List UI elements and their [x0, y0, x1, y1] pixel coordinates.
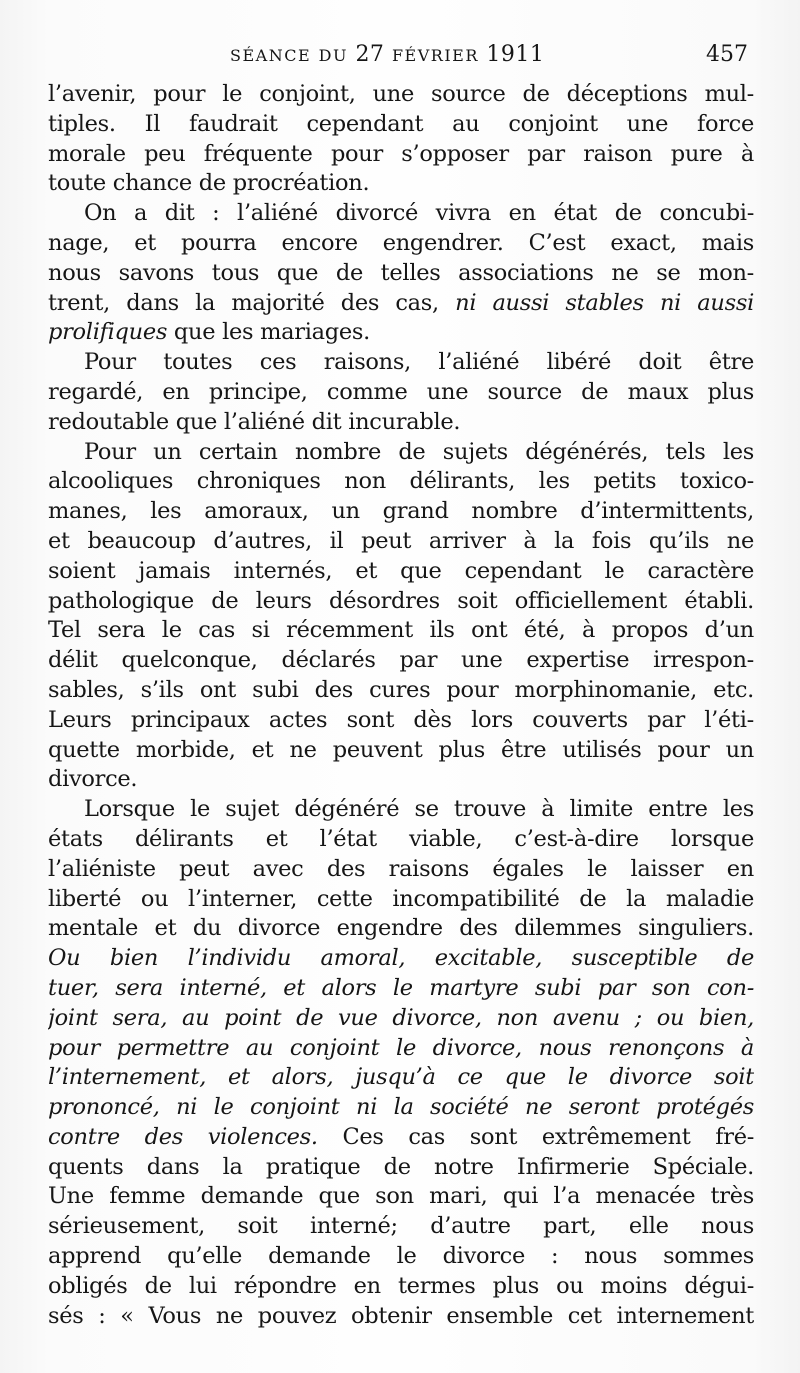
running-head-month: FÉVRIER	[391, 46, 479, 65]
italic-text-segment: l’internement, et alors, jusqu’à ce que le divorce soit	[48, 1064, 754, 1091]
text-line	[48, 974, 754, 1004]
text-line	[48, 1242, 754, 1272]
text-segment: redoutable que l’aliéné dit incurable.	[48, 408, 461, 435]
text-segment: que les mariages.	[167, 319, 370, 346]
text-line	[48, 467, 754, 497]
text-segment: Lorsque le sujet dégénéré se trouve à limite entre les	[84, 796, 754, 823]
text-line	[48, 199, 754, 229]
text-line	[48, 80, 754, 110]
text-segment: Pour toutes ces raisons, l’aliéné libéré doit être	[84, 349, 754, 376]
running-head-word-du: DU	[318, 46, 348, 65]
text-segment: apprend qu’elle demande le divorce : nous sommes	[48, 1243, 754, 1270]
text-line	[48, 229, 754, 259]
italic-text-segment: ni aussi stables ni aussi	[455, 289, 754, 316]
text-line	[48, 378, 754, 408]
text-line	[48, 855, 754, 885]
text-segment: délit quelconque, déclarés par une expertise irrespon-	[48, 647, 754, 674]
text-segment: nage, et pourra encore engendrer. C’est exact, mais	[48, 229, 754, 256]
text-segment: mentale et du divorce engendre des dilemmes singuliers.	[48, 915, 754, 942]
text-line	[48, 318, 754, 348]
text-line	[48, 497, 754, 527]
text-line	[48, 616, 754, 646]
text-segment: sés : « Vous ne pouvez obtenir ensemble cet internement	[48, 1302, 754, 1329]
text-segment: sables, s’ils ont subi des cures pour morphinomanie, etc.	[48, 676, 754, 703]
running-head-word-seance: SÉANCE	[230, 46, 312, 65]
text-line	[48, 1093, 754, 1123]
text-line	[48, 557, 754, 587]
text-segment: quette morbide, et ne peuvent plus être utilisés pour un	[48, 736, 754, 763]
text-line	[48, 587, 754, 617]
text-line	[48, 1004, 754, 1034]
text-segment: soient jamais internés, et que cependant le caractère	[48, 557, 754, 584]
text-segment: états délirants et l’état viable, c’est-à-dire lorsque	[48, 825, 754, 852]
text-line	[48, 1212, 754, 1242]
text-segment: et beaucoup d’autres, il peut arriver à la fois qu’ils ne	[48, 527, 754, 554]
text-segment: tiples. Il faudrait cependant au conjoint une force	[48, 110, 754, 137]
text-segment: Tel sera le cas si récemment ils ont été, à propos d’un	[48, 617, 754, 644]
text-line	[48, 795, 754, 825]
text-line	[48, 825, 754, 855]
text-segment: liberté ou l’interner, cette incompatibilité de la maladie	[48, 885, 754, 912]
text-segment: quents dans la pratique de notre Infirmerie Spéciale.	[48, 1153, 754, 1180]
text-segment: pathologique de leurs désordres soit officiellement établi.	[48, 587, 754, 614]
text-segment: toute chance de procréation.	[48, 170, 370, 197]
text-segment: trent, dans la majorité des cas,	[48, 289, 456, 316]
text-line	[48, 259, 754, 289]
text-segment: alcooliques chroniques non délirants, les petits toxico-	[48, 468, 754, 495]
italic-text-segment: contre des violences.	[48, 1123, 318, 1150]
text-segment: Ces cas sont extrêmement fré-	[317, 1123, 754, 1150]
running-head-day: 27	[355, 42, 385, 67]
text-line	[48, 1063, 754, 1093]
text-segment: nous savons tous que de telles associations ne se mon-	[48, 259, 754, 286]
italic-text-segment: joint sera, au point de vue divorce, non avenu ; ou bien,	[48, 1004, 754, 1031]
text-line	[48, 1123, 754, 1153]
italic-text-segment: prononcé, ni le conjoint ni la société ne seront protégés	[48, 1094, 754, 1121]
text-segment: manes, les amoraux, un grand nombre d’intermittents,	[48, 498, 754, 525]
text-line	[48, 348, 754, 378]
italic-text-segment: tuer, sera interné, et alors le martyre subi par son con-	[48, 974, 754, 1001]
text-line	[48, 676, 754, 706]
text-line	[48, 1272, 754, 1302]
text-line	[48, 1302, 754, 1332]
text-line	[48, 169, 754, 199]
text-segment: obligés de lui répondre en termes plus ou moins dégui-	[48, 1272, 754, 1299]
text-line	[48, 646, 754, 676]
text-line	[48, 527, 754, 557]
text-segment: Une femme demande que son mari, qui l’a menacée très	[48, 1183, 754, 1210]
text-line	[48, 408, 754, 438]
text-line	[48, 1153, 754, 1183]
text-segment: l’aliéniste peut avec des raisons égales le laisser en	[48, 855, 754, 882]
text-line	[48, 736, 754, 766]
text-segment: l’avenir, pour le conjoint, une source de déceptions mul-	[48, 81, 754, 107]
text-line	[48, 140, 754, 170]
running-head	[230, 42, 544, 67]
text-line	[48, 289, 754, 319]
text-segment: Pour un certain nombre de sujets dégénérés, tels les	[84, 438, 754, 465]
text-line	[48, 914, 754, 944]
running-head-year: 1911	[486, 42, 545, 67]
body-text	[48, 80, 754, 1331]
text-segment: divorce.	[48, 766, 138, 793]
text-segment: On a dit : l’aliéné divorcé vivra en état de concubi-	[84, 200, 754, 227]
text-segment: regardé, en principe, comme une source de maux plus	[48, 378, 754, 405]
text-line	[48, 110, 754, 140]
text-segment: morale peu fréquente pour s’opposer par raison pure à	[48, 140, 754, 167]
text-line	[48, 1182, 754, 1212]
italic-text-segment: pour permettre au conjoint le divorce, nous renonçons à	[48, 1034, 754, 1061]
page-number: 457	[706, 42, 748, 67]
text-segment: Leurs principaux actes sont dès lors couverts par l’éti-	[48, 706, 754, 733]
italic-text-segment: prolifiques	[48, 319, 168, 346]
text-line	[48, 944, 754, 974]
text-line	[48, 885, 754, 915]
text-line	[48, 765, 754, 795]
text-line	[48, 1034, 754, 1064]
italic-text-segment: Ou bien l’individu amoral, excitable, susceptible de	[48, 945, 754, 972]
page-header	[0, 32, 800, 72]
text-segment: sérieusement, soit interné; d’autre part, elle nous	[48, 1213, 754, 1240]
text-line	[48, 438, 754, 468]
text-line	[48, 706, 754, 736]
